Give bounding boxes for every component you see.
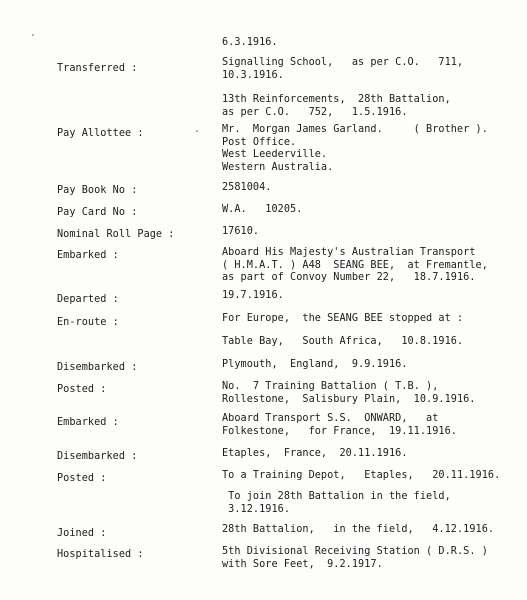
label-posted: Posted : (57, 384, 107, 395)
label-disembarked: Disembarked : (57, 362, 138, 373)
scan-speck (196, 130, 198, 132)
label-pay-book-no: Pay Book No : (57, 185, 138, 196)
value-pay-allottee: Mr. Morgan James Garland. ( Brother ). Post Office. West Leederville. Western Australia. (222, 124, 488, 173)
label-departed: Departed : (57, 294, 119, 305)
value-embarked: Aboard His Majesty's Australian Transport ( H.M.A.T. ) A48 SEANG BEE, at Fremantle, as part of Convoy Number 22, 18.7.1916. (222, 247, 488, 284)
value-reinforcements: 13th Reinforcements, 28th Battalion, as per C.O. 752, 1.5.1916. (222, 94, 451, 118)
value-disembarked: Plymouth, England, 9.9.1916. (222, 359, 408, 370)
value-joined: 28th Battalion, in the field, 4.12.1916. (222, 524, 495, 535)
label-en-route: En-route : (57, 317, 119, 328)
value-posted: No. 7 Training Battalion ( T.B. ), Rollestone, Salisbury Plain, 10.9.1916. (222, 381, 476, 405)
entry-value-6-3-1916: 6.3.1916. (222, 37, 278, 48)
value-disembarked-2: Etaples, France, 20.11.1916. (222, 448, 408, 459)
value-pay-card-no: W.A. 10205. (222, 204, 303, 215)
label-embarked: Embarked : (57, 250, 119, 261)
label-hospitalised: Hospitalised : (57, 549, 144, 560)
value-en-route: For Europe, the SEANG BEE stopped at : (222, 313, 464, 324)
label-disembarked-2: Disembarked : (57, 451, 138, 462)
label-transferred: Transferred : (57, 63, 138, 74)
label-pay-card-no: Pay Card No : (57, 207, 138, 218)
value-posted-2: To a Training Depot, Etaples, 20.11.1916. (222, 470, 501, 481)
value-table-bay: Table Bay, South Africa, 10.8.1916. (222, 336, 464, 347)
label-pay-allottee: Pay Allottee : (57, 128, 144, 139)
value-nominal-roll-page: 17610. (222, 226, 260, 237)
label-embarked-2: Embarked : (57, 417, 119, 428)
label-joined: Joined : (57, 528, 107, 539)
value-embarked-2: Aboard Transport S.S. ONWARD, at Folkestone, for France, 19.11.1916. (222, 413, 457, 437)
label-posted-2: Posted : (57, 473, 107, 484)
value-hospitalised: 5th Divisional Receiving Station ( D.R.S. ) with Sore Feet, 9.2.1917. (222, 546, 488, 570)
value-transferred: Signalling School, as per C.O. 711, 10.3.1916. (222, 57, 464, 81)
value-departed: 19.7.1916. (222, 290, 284, 301)
scan-speck (32, 34, 34, 36)
value-join-28th: To join 28th Battalion in the field, 3.12.1916. (228, 491, 451, 515)
label-nominal-roll-page: Nominal Roll Page : (57, 229, 175, 240)
value-pay-book-no: 2581004. (222, 182, 272, 193)
